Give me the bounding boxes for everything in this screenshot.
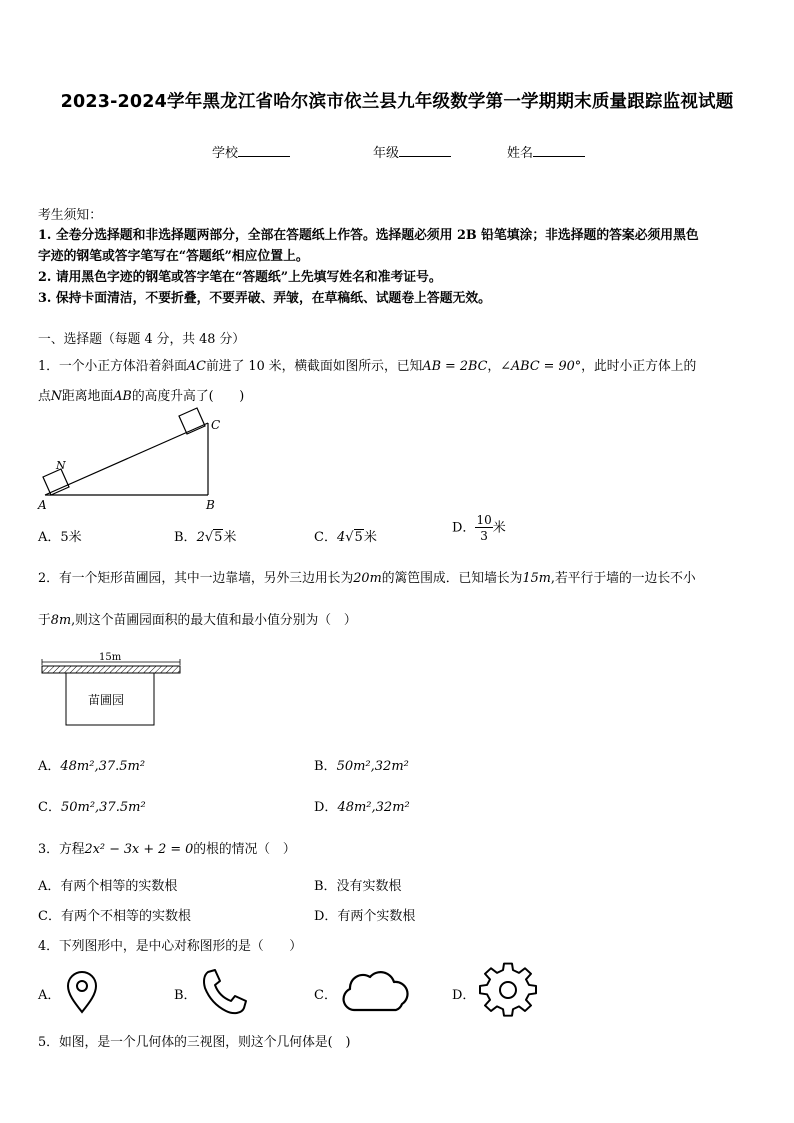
gear-icon[interactable] (478, 962, 538, 1022)
name-label: 姓名 (507, 146, 534, 161)
q3-option-c[interactable]: C．有两个不相等的实数根 (38, 909, 191, 924)
name-field[interactable] (507, 142, 585, 161)
location-pin-icon[interactable] (62, 968, 102, 1016)
q1-stem-line-2: 点N距离地面AB的高度升高了( ) (38, 389, 245, 404)
wall-length-label: 15m (99, 652, 122, 663)
q5-stem: 5．如图，是一个几何体的三视图，则这个几何体是( ) (38, 1035, 351, 1050)
q3-option-b[interactable]: B．没有实数根 (314, 879, 402, 894)
label-c: C (211, 418, 221, 432)
q4-stem: 4．下列图形中，是中心对称图形的是（ ） (38, 939, 303, 954)
q3-option-d[interactable]: D．有两个实数根 (314, 909, 416, 924)
garden-label: 苗圃园 (88, 693, 125, 707)
q1-incline-figure (34, 405, 234, 515)
school-label: 学校 (212, 146, 239, 161)
label-a: A (38, 498, 47, 512)
telephone-icon[interactable] (198, 966, 250, 1018)
q1-option-d[interactable]: D． $\frac{10}{3}$ 米 (452, 513, 506, 543)
q3-option-a[interactable]: A．有两个相等的实数根 (38, 879, 178, 894)
q2-stem-line-1: 2．有一个矩形苗圃园，其中一边靠墙，另外三边用长为20m的篱笆围成．已知墙长为15m,若平行于墙的一边长不小 (38, 571, 696, 586)
school-field[interactable] (212, 142, 290, 161)
q2-option-d[interactable]: D．48m²,32m² (314, 800, 410, 815)
notice-item-2: 2. 请用黑色字迹的钢笔或答字笔在“答题纸”上先填写姓名和准考证号。 (38, 270, 442, 285)
grade-field[interactable] (373, 142, 451, 161)
label-n: N (56, 459, 66, 472)
q1-option-b[interactable]: B．2√5米 (174, 530, 237, 545)
q4-option-d-label[interactable]: D． (452, 988, 476, 1003)
q2-garden-figure (36, 650, 186, 730)
page-title: 2023-2024学年黑龙江省哈尔滨市依兰县九年级数学第一学期期末质量跟踪监视试题 (60, 92, 734, 112)
cloud-icon[interactable] (338, 966, 414, 1018)
grade-label: 年级 (373, 146, 400, 161)
q4-option-a-label[interactable]: A． (38, 988, 61, 1003)
q1-option-c[interactable]: C．4√5米 (314, 530, 377, 545)
label-b: B (206, 498, 215, 512)
q1-stem-line-1: 1．一个小正方体沿着斜面AC前进了 10 米，横截面如图所示，已知AB = 2BC，∠ABC = 90°，此时小正方体上的 (38, 359, 697, 374)
notice-item-3: 3. 保持卡面清洁，不要折叠，不要弄破、弄皱，在草稿纸、试题卷上答题无效。 (38, 291, 491, 306)
notice-item-1-line-2: 字迹的钢笔或答字笔写在“答题纸”相应位置上。 (38, 249, 309, 264)
q1-option-a[interactable]: A．5米 (38, 530, 82, 545)
notice-heading: 考生须知： (38, 208, 102, 223)
q4-option-c-label[interactable]: C． (314, 988, 337, 1003)
q2-option-b[interactable]: B．50m²,32m² (314, 759, 409, 774)
section-heading: 一、选择题（每题 4 分，共 48 分） (38, 332, 246, 347)
q2-option-c[interactable]: C．50m²,37.5m² (38, 800, 146, 815)
q2-option-a[interactable]: A．48m²,37.5m² (38, 759, 146, 774)
q2-stem-line-2: 于8m,则这个苗圃园面积的最大值和最小值分别为（ ） (38, 613, 357, 628)
notice-item-1-line-1: 1. 全卷分选择题和非选择题两部分，全部在答题纸上作答。选择题必须用 2B 铅笔填涂；非选择题的答案必须用黑色 (38, 228, 699, 243)
q4-option-b-label[interactable]: B． (174, 988, 197, 1003)
q3-stem: 3．方程2x² − 3x + 2 = 0的根的情况（ ） (38, 842, 296, 857)
